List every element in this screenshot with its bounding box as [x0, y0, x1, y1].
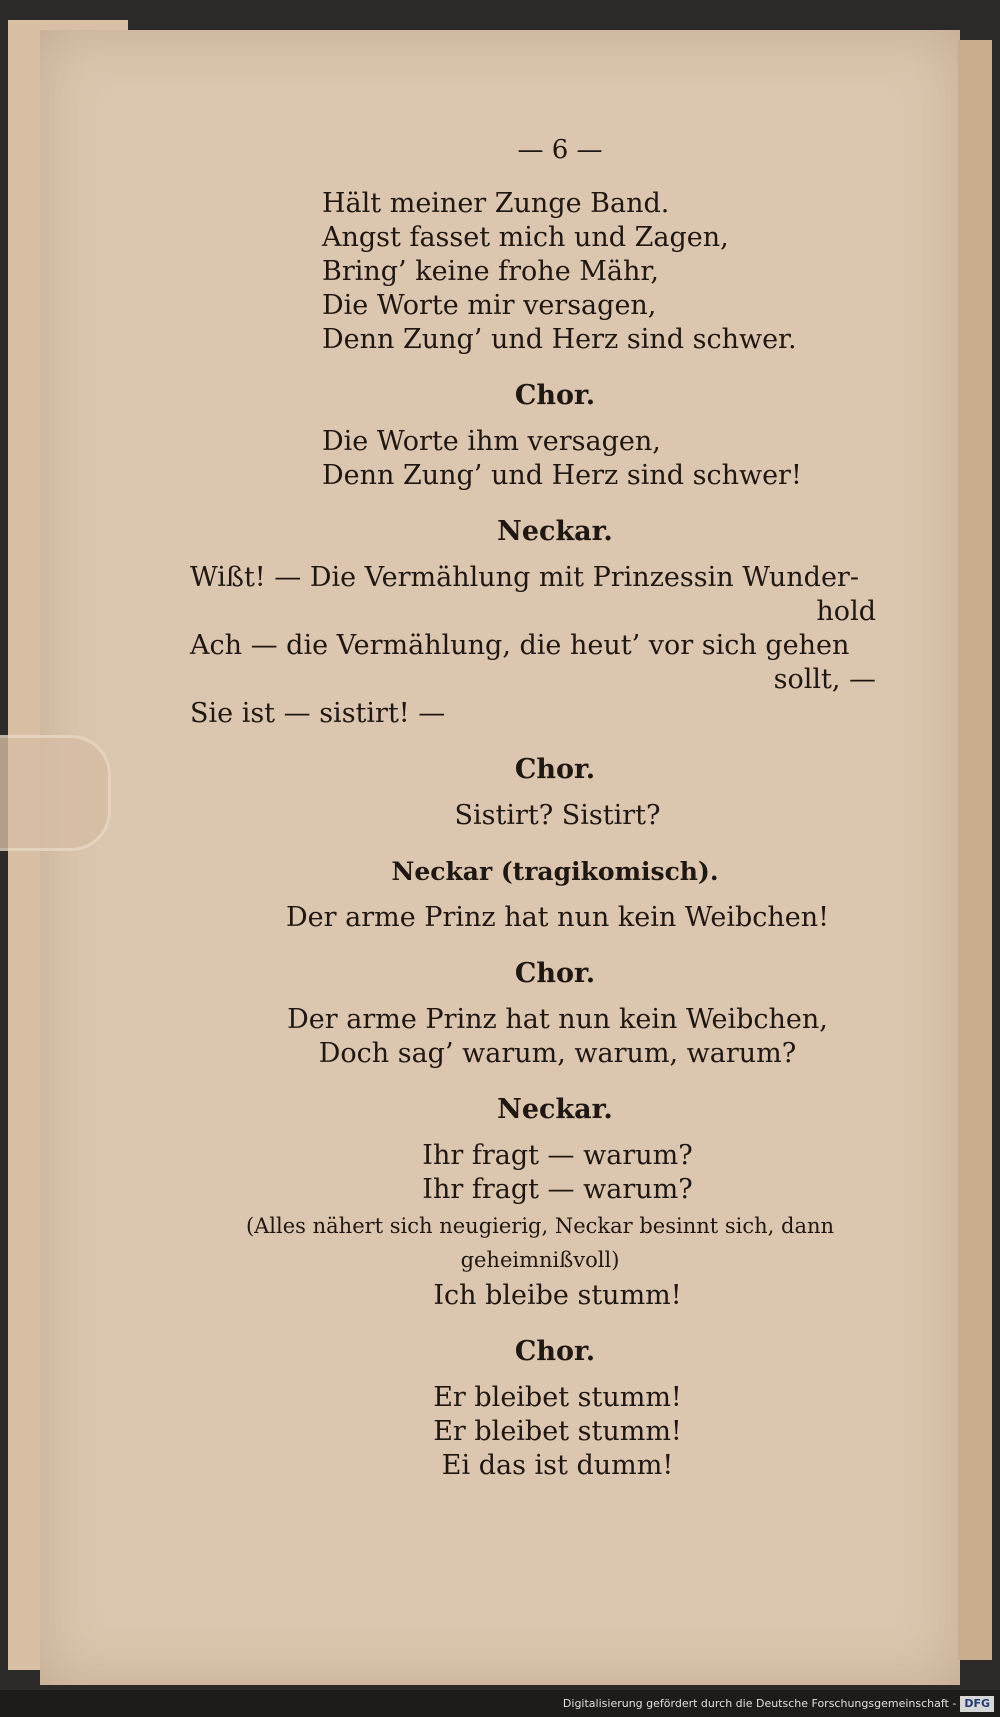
verse-line: Doch sag’ warum, warum, warum?	[318, 1038, 797, 1069]
verse-line: Die Worte mir versagen,	[322, 290, 657, 321]
page-number: — 6 —	[517, 135, 603, 165]
verse-line: hold	[816, 596, 876, 627]
page-edge	[958, 40, 992, 1660]
verse-line: Angst fasset mich und Zagen,	[322, 222, 729, 253]
verse-line: Ihr fragt — warum?	[422, 1174, 693, 1205]
speaker-chor: Chor.	[514, 754, 596, 785]
verse-line: Ei das ist dumm!	[441, 1450, 674, 1481]
page-text	[190, 135, 890, 1483]
verse-line: Denn Zung’ und Herz sind schwer!	[322, 460, 802, 491]
verse-line: Er bleibet stumm!	[433, 1382, 682, 1413]
speaker-chor: Chor.	[514, 1336, 596, 1367]
verse-line: Der arme Prinz hat nun kein Weibchen,	[287, 1004, 828, 1035]
verse-line: Ihr fragt — warum?	[422, 1140, 693, 1171]
bookmark-tab	[0, 735, 111, 851]
digitization-footer	[0, 1690, 1000, 1717]
stage-direction: (Alles nähert sich neugierig, Neckar besinnt sich, dann	[245, 1214, 835, 1238]
footer-text: Digitalisierung gefördert durch die Deutsche Forschungsgemeinschaft -	[562, 1697, 957, 1710]
verse-line: Der arme Prinz hat nun kein Weibchen!	[286, 902, 829, 933]
stage-direction: geheimnißvoll)	[460, 1248, 620, 1272]
verse-line: Sistirt? Sistirt?	[454, 800, 661, 831]
verse-line: Die Worte ihm versagen,	[322, 426, 661, 457]
dfg-logo: DFG	[960, 1696, 994, 1712]
speaker-neckar: Neckar (tragikomisch).	[391, 857, 719, 886]
verse-line: Ach — die Vermählung, die heut’ vor sich gehen	[190, 630, 850, 661]
speaker-neckar: Neckar.	[497, 516, 613, 547]
speaker-chor: Chor.	[514, 380, 596, 411]
verse-line: sollt, —	[773, 664, 876, 695]
verse-line: Sie ist — sistirt! —	[190, 698, 446, 729]
verse-line: Denn Zung’ und Herz sind schwer.	[322, 324, 797, 355]
verse-line: Ich bleibe stumm!	[433, 1280, 682, 1311]
speaker-chor: Chor.	[514, 958, 596, 989]
verse-line: Er bleibet stumm!	[433, 1416, 682, 1447]
verse-line: Hält meiner Zunge Band.	[322, 188, 670, 219]
verse-line: Bring’ keine frohe Mähr,	[322, 256, 659, 287]
verse-line: Wißt! — Die Vermählung mit Prinzessin Wunder-	[190, 562, 859, 593]
speaker-neckar: Neckar.	[497, 1094, 613, 1125]
